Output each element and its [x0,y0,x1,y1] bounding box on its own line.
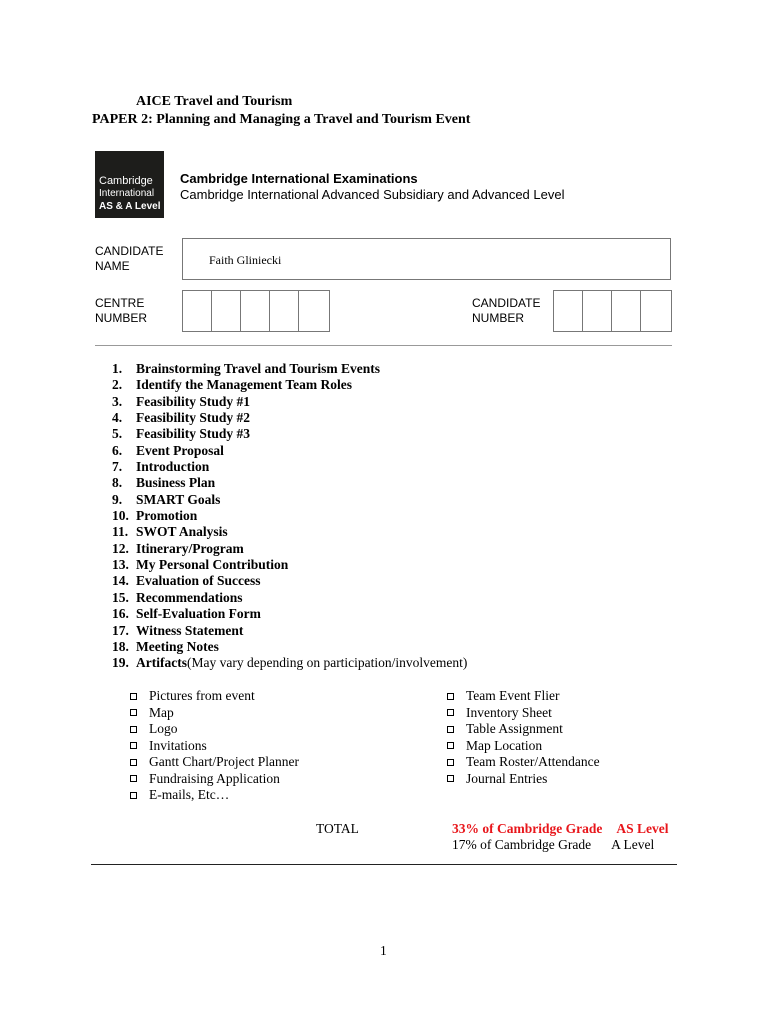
contents-item-number: 14. [112,573,129,589]
contents-item-label: Feasibility Study #1 [136,393,251,409]
contents-item-number: 5. [112,426,123,442]
contents-item-label: Recommendations [136,589,243,605]
contents-item [112,492,467,508]
contents-item [112,573,467,589]
contents-item [112,524,467,540]
a-level-weighting [452,837,654,853]
contents-item [112,557,467,573]
centre-number-label-line1: CENTRE [95,296,145,310]
centre-number-label [95,296,147,326]
artifact-label: Team Roster/Attendance [466,754,600,769]
exam-board-title: Cambridge International Examinations [180,171,418,186]
contents-item [112,459,467,475]
total-label: TOTAL [316,821,359,836]
candidate-name-value: Faith Gliniecki [209,253,282,267]
artifact-label: Gantt Chart/Project Planner [149,754,299,769]
contents-item [112,394,467,410]
contents-item-number: 10. [112,508,129,524]
contents-item-number: 15. [112,589,129,605]
artifact-label: Journal Entries [466,770,548,786]
contents-item-number: 13. [112,557,129,573]
artifact-item [130,705,299,722]
artifact-label: Map Location [466,737,543,753]
contents-item-number: 9. [112,491,123,507]
cambridge-logo [95,151,164,218]
artifacts-checklist-left [130,688,299,804]
contents-item-label: Artifacts [136,655,187,671]
contents-item [112,606,467,622]
artifact-item [447,738,600,755]
checkbox-icon[interactable] [447,726,454,733]
checkbox-icon[interactable] [130,759,137,766]
contents-item [112,508,467,524]
contents-item-number: 19. [112,655,129,671]
artifact-item [130,787,299,804]
candidate-number-digit[interactable] [641,291,670,331]
candidate-number-digit[interactable] [583,291,612,331]
artifact-item [130,738,299,755]
artifact-label: Fundraising Application [149,770,280,786]
contents-item-number: 1. [112,361,123,376]
checkbox-icon[interactable] [130,726,137,733]
centre-number-digit[interactable] [270,291,299,331]
contents-item [112,590,467,606]
candidate-number-digit[interactable] [554,291,583,331]
contents-item [112,410,467,426]
candidate-name-label-line2: NAME [95,259,130,273]
candidate-name-label [95,244,163,274]
contents-item [112,623,467,639]
artifact-label: Invitations [149,737,207,753]
logo-line-1: Cambridge [99,175,153,187]
contents-item-label: Evaluation of Success [136,573,261,589]
artifact-label: Logo [149,721,178,736]
contents-item-label: SMART Goals [136,491,221,507]
checkbox-icon[interactable] [447,709,454,716]
footer-divider [91,864,677,865]
logo-line-3: AS & A Level [99,201,161,212]
centre-number-digit[interactable] [241,291,270,331]
centre-number-boxes[interactable] [182,290,330,332]
candidate-number-label-line1: CANDIDATE [472,296,541,310]
contents-item-number: 3. [112,393,123,409]
centre-number-digit[interactable] [299,291,328,331]
artifact-item [447,688,600,705]
contents-item-label: Feasibility Study #3 [136,426,251,442]
contents-item-number: 2. [112,377,123,393]
artifact-label: Team Event Flier [466,688,560,703]
candidate-number-digit[interactable] [612,291,641,331]
checkbox-icon[interactable] [130,775,137,782]
contents-item-label: Promotion [136,508,198,524]
contents-item [112,426,467,442]
artifact-item [130,771,299,788]
artifact-label: Table Assignment [466,721,563,736]
contents-item [112,655,467,671]
centre-number-digit[interactable] [212,291,241,331]
artifact-item [130,721,299,738]
candidate-number-boxes[interactable] [553,290,672,332]
contents-item-number: 16. [112,606,129,622]
centre-number-digit[interactable] [183,291,212,331]
as-level-label: AS Level [616,821,669,836]
artifact-item [447,705,600,722]
candidate-number-label-line2: NUMBER [472,311,525,325]
candidate-name-label-line1: CANDIDATE [95,244,164,258]
checkbox-icon[interactable] [130,693,137,700]
a-level-label: A Level [611,837,655,852]
contents-item-label: Feasibility Study #2 [136,410,251,426]
contents-item [112,475,467,491]
page-number: 1 [380,943,387,958]
contents-item-label: Introduction [136,459,210,475]
checkbox-icon[interactable] [447,759,454,766]
contents-item-label: Brainstorming Travel and Tourism Events [136,361,381,376]
centre-number-label-line2: NUMBER [95,311,148,325]
contents-item-number: 18. [112,638,129,654]
contents-item-number: 12. [112,540,129,556]
a-grade-percent: 17% of Cambridge Grade [452,837,592,852]
contents-item-number: 7. [112,459,123,475]
candidate-number-label [472,296,540,326]
contents-item-label: My Personal Contribution [136,557,289,573]
artifact-label: Inventory Sheet [466,704,552,720]
checkbox-icon[interactable] [130,742,137,749]
contents-item-label: Meeting Notes [136,638,219,654]
contents-item-label: Business Plan [136,475,216,491]
contents-item-number: 4. [112,410,123,426]
contents-item-label: Witness Statement [136,622,244,638]
checkbox-icon[interactable] [130,792,137,799]
contents-item-number: 6. [112,442,123,458]
contents-item-number: 8. [112,475,123,491]
contents-list [112,361,467,672]
artifact-item [130,754,299,771]
exam-board-subtitle: Cambridge International Advanced Subsidiary and Advanced Level [180,187,565,202]
artifact-label: Map [149,704,174,720]
checkbox-icon[interactable] [447,693,454,700]
as-grade-percent: 33% of Cambridge Grade [452,821,603,836]
contents-item-note: (May vary depending on participation/involvement) [186,655,468,671]
contents-item [112,541,467,557]
artifact-item [447,754,600,771]
checkbox-icon[interactable] [447,742,454,749]
paper-title: PAPER 2: Planning and Managing a Travel and Tourism Event [92,112,471,127]
contents-item-label: Identify the Management Team Roles [136,377,352,393]
checkbox-icon[interactable] [130,709,137,716]
header-divider [95,345,672,346]
artifact-item [447,771,600,788]
as-level-weighting [452,821,668,837]
contents-item [112,639,467,655]
artifact-item [130,688,299,705]
contents-item-number: 11. [112,524,129,540]
contents-item-label: Itinerary/Program [136,540,244,556]
contents-item-label: Event Proposal [136,442,224,458]
artifact-label: Pictures from event [149,688,255,703]
contents-item [112,443,467,459]
course-title: AICE Travel and Tourism [136,94,293,109]
checkbox-icon[interactable] [447,775,454,782]
artifact-label: E-mails, Etc… [149,787,230,802]
logo-line-2: International [99,188,155,199]
artifact-item [447,721,600,738]
contents-item [112,377,467,393]
contents-item-label: Self-Evaluation Form [136,606,261,622]
artifacts-checklist-right [447,688,600,787]
contents-item-number: 17. [112,622,129,638]
contents-item-label: SWOT Analysis [136,524,228,540]
contents-item [112,361,467,377]
